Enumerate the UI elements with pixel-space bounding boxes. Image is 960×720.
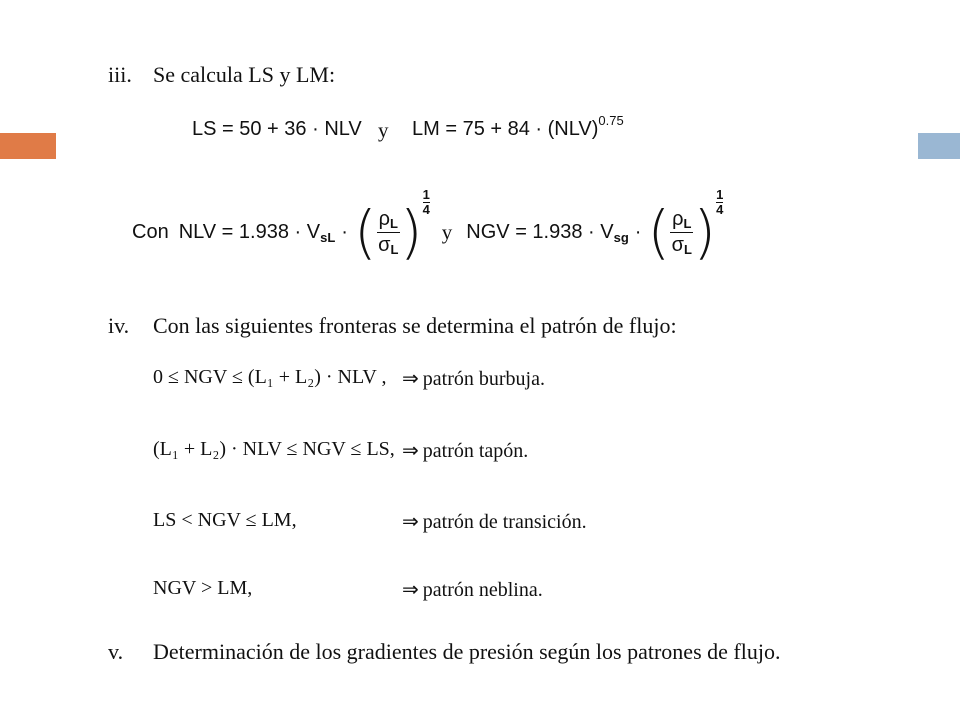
rho-symbol: ρ bbox=[378, 207, 390, 230]
flow-result-row bbox=[402, 577, 543, 602]
result-text: patrón tapón. bbox=[422, 440, 529, 462]
flow-condition-row bbox=[153, 366, 386, 389]
section-v-heading: Determinación de los gradientes de presión según los patrones de flujo. bbox=[153, 639, 781, 664]
condition-text: (L₁ + L₂) · NLV ≤ NGV ≤ LS, bbox=[153, 438, 395, 460]
condition-text: 0 ≤ NGV ≤ (L₁ + L₂) · NLV , bbox=[153, 366, 387, 388]
implies-arrow-icon: ⇒ bbox=[402, 438, 419, 462]
condition-text: NGV > LM, bbox=[153, 577, 253, 599]
flow-condition-row bbox=[153, 438, 395, 461]
nlv-subscript: sL bbox=[320, 229, 336, 245]
equation-nlv-ngv: Con NLV = 1.938 · V sL · ( $\frac{\rho L}{\sigma L}$ ) 1 4 y NGV = 1.938 · V sg · ( $\frac{\rho L}{\sigma L}$ ) 1 4 bbox=[132, 186, 724, 266]
implies-arrow-icon: ⇒ bbox=[402, 577, 419, 601]
ngv-exponent: 1 4 bbox=[716, 186, 724, 217]
implies-arrow-icon: ⇒ bbox=[402, 366, 419, 390]
flow-result-row bbox=[402, 366, 545, 391]
flow-result-row bbox=[402, 438, 528, 463]
equation-lm-exponent: 0.75 bbox=[598, 113, 624, 128]
equation-lm-text: LM = 75 + 84 · (NLV) bbox=[412, 118, 599, 140]
rho-subscript: L bbox=[389, 215, 398, 231]
label-con: Con bbox=[132, 220, 169, 243]
sigma-subscript: L bbox=[390, 241, 399, 257]
accent-bar-right bbox=[918, 133, 960, 159]
ngv-prefix: NGV = 1.938 · V bbox=[466, 220, 614, 243]
nlv-exponent: 1 4 bbox=[422, 186, 430, 217]
section-v-marker: v. bbox=[108, 639, 124, 664]
section-iv-marker: iv. bbox=[108, 313, 130, 338]
result-text: patrón burbuja. bbox=[422, 368, 545, 390]
result-text: patrón neblina. bbox=[422, 579, 543, 601]
conjunction-y-1: y bbox=[378, 118, 389, 142]
flow-result-row bbox=[402, 509, 587, 534]
ngv-subscript: sg bbox=[613, 229, 629, 245]
section-iii-heading: Se calcula LS y LM: bbox=[153, 62, 336, 87]
section-iii-marker: iii. bbox=[108, 62, 132, 87]
conjunction-y-2: y bbox=[441, 219, 453, 244]
condition-text: LS < NGV ≤ LM, bbox=[153, 509, 297, 531]
implies-arrow-icon: ⇒ bbox=[402, 509, 419, 533]
section-iv-heading: Con las siguientes fronteras se determina el patrón de flujo: bbox=[153, 313, 677, 338]
nlv-prefix: NLV = 1.938 · V bbox=[178, 220, 321, 243]
equation-ls-text: LS = 50 + 36 · NLV bbox=[192, 118, 362, 140]
nlv-fraction bbox=[377, 208, 400, 257]
sigma-symbol: σ bbox=[378, 233, 391, 256]
flow-condition-row bbox=[153, 509, 297, 532]
equation-lm bbox=[412, 113, 624, 141]
equation-ls bbox=[192, 118, 362, 141]
result-text: patrón de transición. bbox=[422, 511, 587, 533]
ngv-fraction: $\frac{\rho L}{\sigma L}$ bbox=[671, 207, 692, 257]
accent-bar-left bbox=[0, 133, 56, 159]
flow-condition-row bbox=[153, 577, 252, 600]
